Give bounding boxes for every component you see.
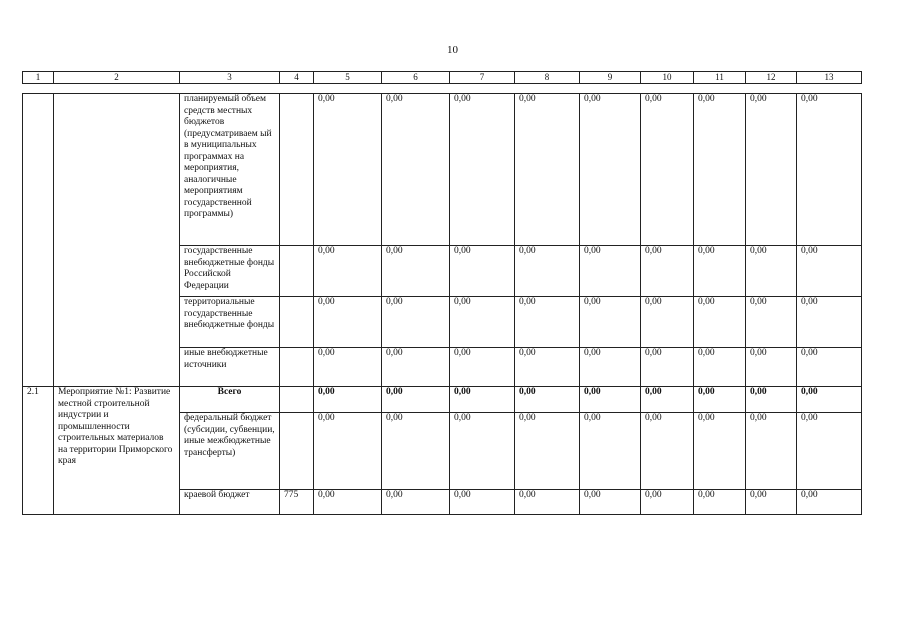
cell-value: 0,00 — [450, 490, 515, 515]
cell-value: 0,00 — [694, 94, 746, 246]
cell-value: 0,00 — [797, 94, 862, 246]
cell-value: 0,00 — [515, 413, 580, 490]
cell-value: 0,00 — [746, 94, 797, 246]
cell-value: 0,00 — [314, 297, 382, 348]
cell-value: 0,00 — [641, 348, 694, 387]
cell-value: 0,00 — [580, 387, 641, 413]
cell-value: 0,00 — [580, 490, 641, 515]
cell-source: планируемый объем средств местных бюджетов (предусматриваем ый в муниципальных программах на мероприятия, аналогичные мероприятиям государственной программы) — [180, 94, 280, 246]
cell-code — [280, 246, 314, 297]
header-col-13: 13 — [797, 72, 862, 84]
cell-value: 0,00 — [450, 297, 515, 348]
cell-value: 0,00 — [382, 348, 450, 387]
cell-value: 0,00 — [746, 348, 797, 387]
cell-value: 0,00 — [450, 348, 515, 387]
column-number-header — [22, 71, 862, 84]
table-row-total — [23, 387, 862, 413]
cell-value: 0,00 — [580, 94, 641, 246]
measure-number: 2.1 — [23, 387, 54, 515]
cell-value: 0,00 — [515, 348, 580, 387]
cell-value: 0,00 — [314, 94, 382, 246]
cell-value: 0,00 — [746, 413, 797, 490]
cell-value: 0,00 — [382, 94, 450, 246]
cell-value: 0,00 — [694, 297, 746, 348]
header-col-1: 1 — [23, 72, 54, 84]
cell-value: 0,00 — [314, 246, 382, 297]
header-col-9: 9 — [580, 72, 641, 84]
header-col-2: 2 — [54, 72, 180, 84]
cell-value: 0,00 — [797, 387, 862, 413]
measure-name: Мероприятие №1: Развитие местной строительной индустрии и промышленности строительных материалов на территории Приморского края — [54, 387, 180, 515]
cell-code — [280, 297, 314, 348]
cell-value: 0,00 — [694, 413, 746, 490]
cell-value: 0,00 — [694, 490, 746, 515]
table-row — [23, 94, 862, 246]
header-col-8: 8 — [515, 72, 580, 84]
cell-name-empty — [54, 94, 180, 387]
cell-value: 0,00 — [450, 387, 515, 413]
header-col-12: 12 — [746, 72, 797, 84]
cell-value: 0,00 — [694, 348, 746, 387]
header-col-3: 3 — [180, 72, 280, 84]
cell-code: 775 — [280, 490, 314, 515]
cell-value: 0,00 — [746, 387, 797, 413]
cell-value: 0,00 — [641, 246, 694, 297]
cell-value: 0,00 — [515, 387, 580, 413]
cell-value: 0,00 — [515, 297, 580, 348]
cell-value: 0,00 — [580, 348, 641, 387]
cell-value: 0,00 — [515, 246, 580, 297]
cell-value: 0,00 — [314, 413, 382, 490]
cell-value: 0,00 — [314, 348, 382, 387]
cell-value: 0,00 — [694, 246, 746, 297]
cell-value: 0,00 — [746, 246, 797, 297]
cell-value: 0,00 — [580, 413, 641, 490]
header-col-4: 4 — [280, 72, 314, 84]
cell-value: 0,00 — [694, 387, 746, 413]
cell-code — [280, 413, 314, 490]
cell-value: 0,00 — [580, 246, 641, 297]
cell-value: 0,00 — [382, 490, 450, 515]
cell-value: 0,00 — [314, 490, 382, 515]
cell-value: 0,00 — [797, 348, 862, 387]
cell-value: 0,00 — [515, 490, 580, 515]
cell-value: 0,00 — [382, 246, 450, 297]
cell-value: 0,00 — [797, 246, 862, 297]
cell-value: 0,00 — [641, 387, 694, 413]
cell-value: 0,00 — [797, 490, 862, 515]
cell-value: 0,00 — [641, 413, 694, 490]
cell-source-total: Всего — [180, 387, 280, 413]
cell-value: 0,00 — [515, 94, 580, 246]
cell-value: 0,00 — [382, 387, 450, 413]
cell-value: 0,00 — [382, 413, 450, 490]
cell-source: краевой бюджет — [180, 490, 280, 515]
cell-code — [280, 94, 314, 246]
cell-value: 0,00 — [746, 490, 797, 515]
header-col-7: 7 — [450, 72, 515, 84]
cell-value: 0,00 — [641, 94, 694, 246]
cell-code — [280, 387, 314, 413]
cell-source: федеральный бюджет (субсидии, субвенции, иные межбюджетные трансферты) — [180, 413, 280, 490]
header-col-11: 11 — [694, 72, 746, 84]
page-number: 10 — [447, 44, 458, 56]
cell-value: 0,00 — [450, 246, 515, 297]
cell-value: 0,00 — [746, 297, 797, 348]
cell-code — [280, 348, 314, 387]
cell-value: 0,00 — [797, 413, 862, 490]
cell-source: государственные внебюджетные фонды Российской Федерации — [180, 246, 280, 297]
cell-source: иные внебюджетные источники — [180, 348, 280, 387]
cell-value: 0,00 — [641, 490, 694, 515]
cell-number-empty — [23, 94, 54, 387]
cell-value: 0,00 — [580, 297, 641, 348]
cell-value: 0,00 — [641, 297, 694, 348]
funding-table — [22, 93, 862, 515]
cell-value: 0,00 — [797, 297, 862, 348]
cell-value: 0,00 — [450, 94, 515, 246]
cell-source: территориальные государственные внебюджетные фонды — [180, 297, 280, 348]
cell-value: 0,00 — [382, 297, 450, 348]
cell-value: 0,00 — [314, 387, 382, 413]
header-col-6: 6 — [382, 72, 450, 84]
cell-value: 0,00 — [450, 413, 515, 490]
header-col-5: 5 — [314, 72, 382, 84]
header-col-10: 10 — [641, 72, 694, 84]
